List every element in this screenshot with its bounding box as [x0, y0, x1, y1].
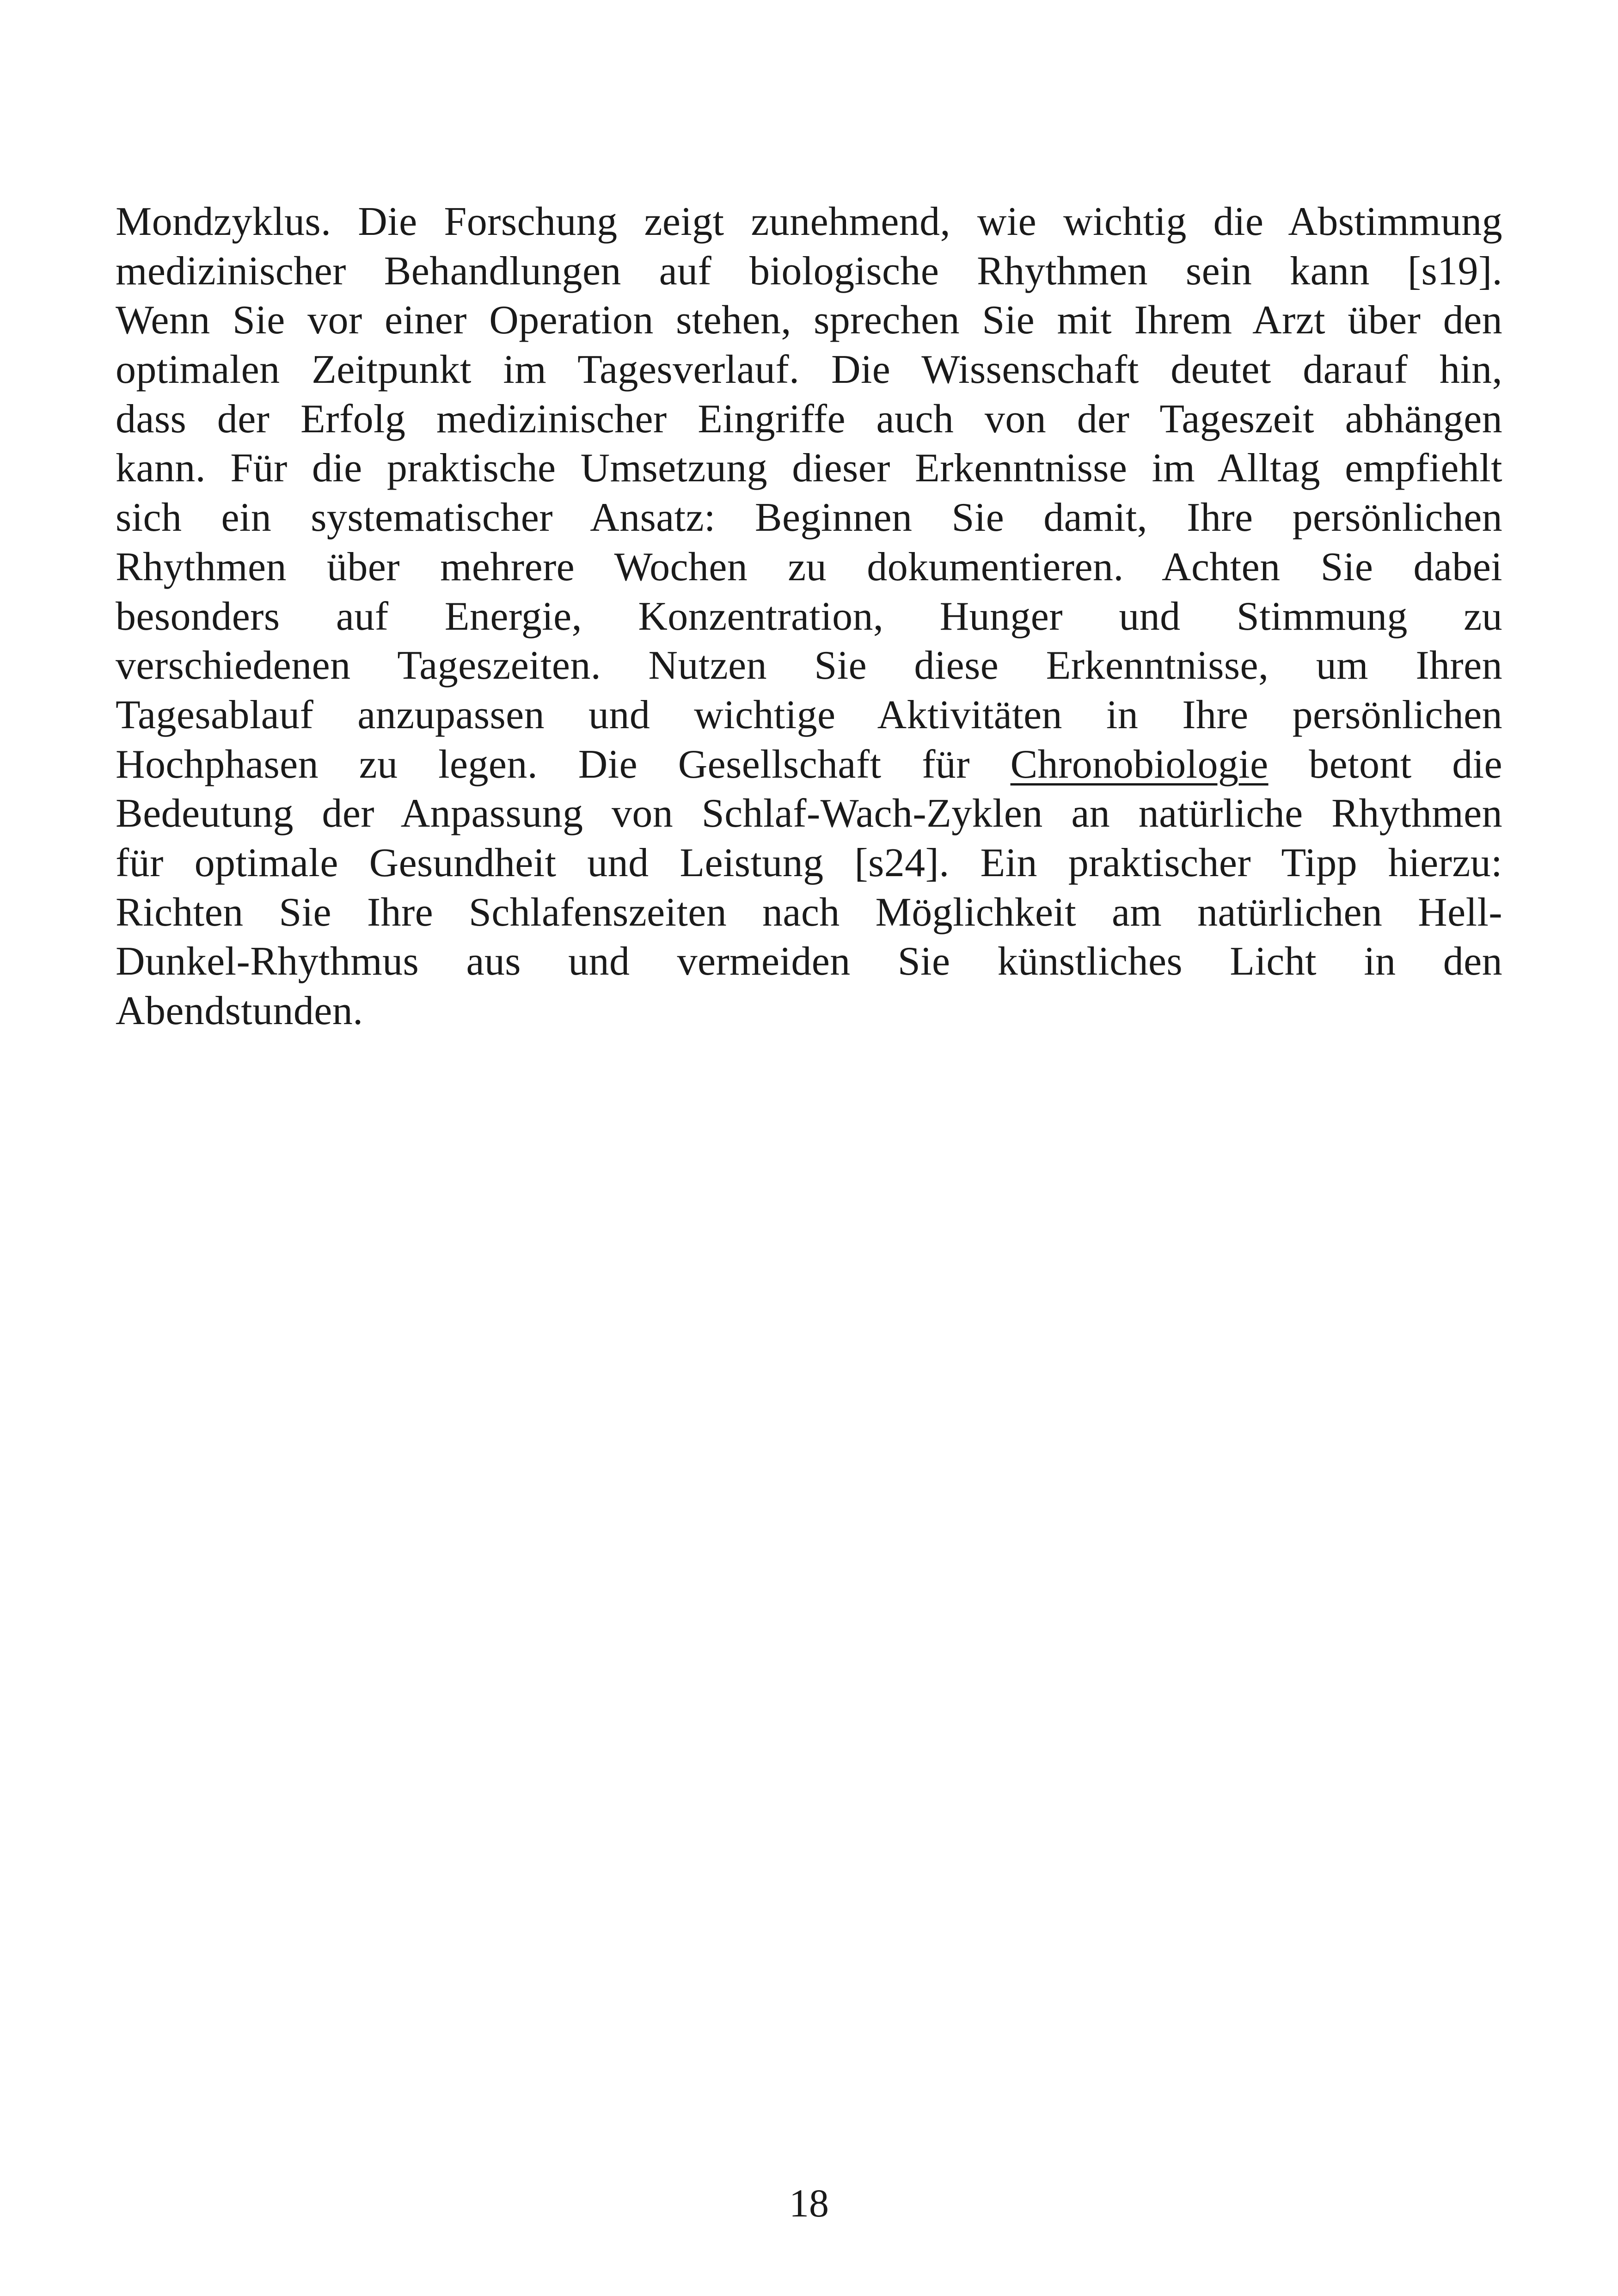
text-line-last: Abendstunden. — [116, 988, 363, 1033]
text-line: Wenn Sie vor einer Operation stehen, sprechen Sie mit Ihrem Arzt über den — [116, 298, 1502, 343]
text-line: optimalen Zeitpunkt im Tagesverlauf. Die Wissenschaft deutet darauf hin, — [116, 347, 1502, 393]
text-line-with-link — [116, 740, 1502, 790]
text-line: Richten Sie Ihre Schlafenszeiten nach Möglichkeit am natürlichen Hell- — [116, 890, 1502, 935]
text-line: Tagesablauf anzupassen und wichtige Aktivitäten in Ihre persönlichen — [116, 692, 1502, 737]
text-line: kann. Für die praktische Umsetzung dieser Erkenntnisse im Alltag empfiehlt — [116, 446, 1502, 491]
body-paragraph — [116, 197, 1502, 1036]
text-line: für optimale Gesundheit und Leistung [s24]. Ein praktischer Tipp hierzu: — [116, 840, 1502, 885]
text-line: Rhythmen über mehrere Wochen zu dokumentieren. Achten Sie dabei — [116, 544, 1502, 589]
text-line: dass der Erfolg medizinischer Eingriffe auch von der Tageszeit abhängen — [116, 396, 1502, 442]
text-segment: betont die — [1268, 742, 1502, 787]
text-line: verschiedenen Tageszeiten. Nutzen Sie diese Erkenntnisse, um Ihren — [116, 643, 1502, 688]
text-line: medizinischer Behandlungen auf biologische Rhythmen sein kann [s19]. — [116, 248, 1502, 294]
chronobiologie-link[interactable]: Chronobiologie — [1010, 742, 1269, 787]
text-line: Mondzyklus. Die Forschung zeigt zunehmend, wie wichtig die Abstimmung — [116, 199, 1502, 244]
text-line: besonders auf Energie, Konzentration, Hunger und Stimmung zu — [116, 594, 1502, 639]
page-number: 18 — [789, 2181, 829, 2225]
text-line: Dunkel-Rhythmus aus und vermeiden Sie künstliches Licht in den — [116, 939, 1502, 984]
text-line: Bedeutung der Anpassung von Schlaf-Wach-Zyklen an natürliche Rhythmen — [116, 791, 1502, 836]
text-segment: Hochphasen zu legen. Die Gesellschaft für — [116, 742, 1011, 787]
text-line: sich ein systematischer Ansatz: Beginnen Sie damit, Ihre persönlichen — [116, 495, 1502, 540]
